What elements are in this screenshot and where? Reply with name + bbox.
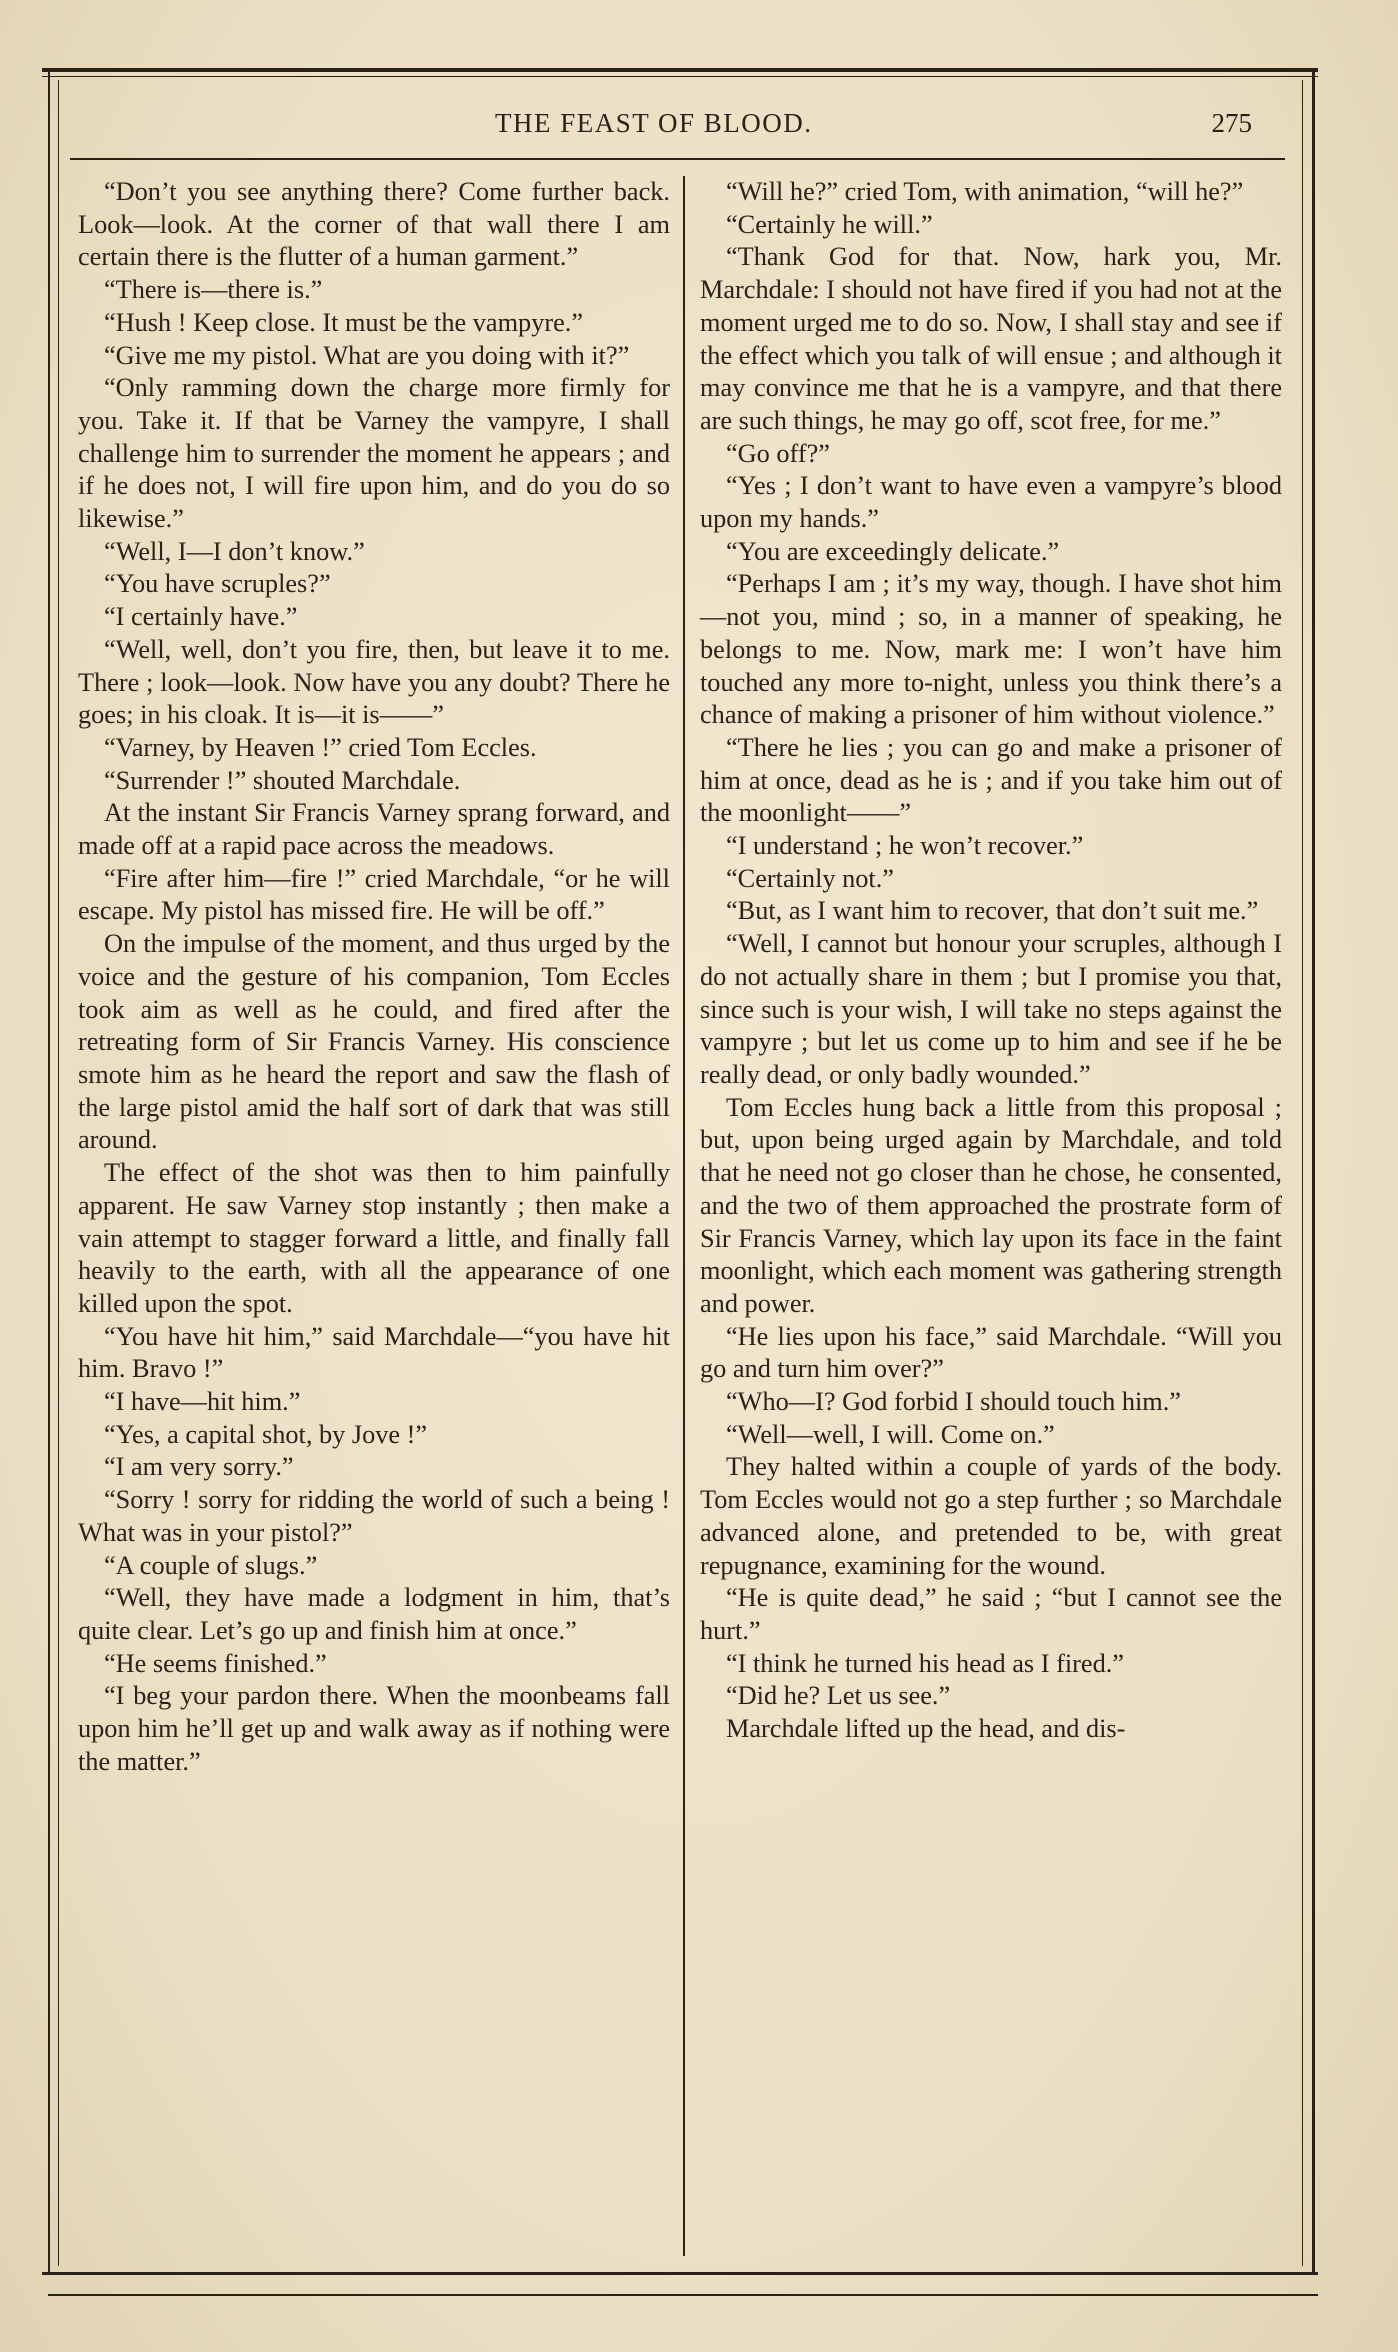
frame-rule-right-inner [1302,80,1303,2266]
paragraph: “Fire after him—fire !” cried Marchdale, “or he will escape. My pistol has missed fire. He will be off.” [78,863,670,926]
paragraph: “Certainly he will.” [726,209,933,239]
paragraph: “I think he turned his head as I fired.” [726,1648,1124,1678]
paragraph: “You are exceedingly delicate.” [726,536,1060,566]
paragraph: “Perhaps I am ; it’s my way, though. I have shot him—not you, mind ; so, in a manner of speaking, he belongs to me. Now, mark me: I won’t have him touched any more to-night, unless you think there’s a chance of making a prisoner of him without violence.” [700,569,1282,730]
paragraph: “Well, I—I don’t know.” [104,536,365,566]
paragraph: “Surrender !” shouted Marchdale. [104,765,461,795]
paragraph: The effect of the shot was then to him painfully apparent. He saw Varney stop instantly ; then make a vain attempt to stagger forward a little, and finally fall heavily to the earth, with all the appearance of one killed upon the spot. [78,1158,670,1318]
left-column [78,176,670,1778]
paragraph: “Go off?” [726,438,830,468]
paragraph: Marchdale lifted up the head, and dis- [726,1714,1126,1744]
paragraph: “He is quite dead,” he said ; “but I cannot see the hurt.” [700,1583,1282,1645]
paragraph: “Give me my pistol. What are you doing with it?” [104,340,630,370]
paragraph: “Certainly not.” [726,863,894,893]
paragraph: “Varney, by Heaven !” cried Tom Eccles. [104,732,537,762]
paragraph: “I understand ; he won’t recover.” [726,831,1084,861]
paragraph: “Yes ; I don’t want to have even a vampyre’s blood upon my hands.” [700,471,1282,534]
paragraph: “Who—I? God forbid I should touch him.” [726,1387,1181,1417]
paragraph: Tom Eccles hung back a little from this proposal ; but, upon being urged again by Marchdale, and told that he need not go closer than he chose, he consented, and the two of them approached the prostrate form of Sir Francis Varney, which lay upon its face in the faint moonlight, which each moment was gathering strength and power. [700,1092,1282,1318]
paragraph: “He seems finished.” [104,1648,327,1678]
right-column [700,176,1282,1746]
paragraph: “Sorry ! sorry for ridding the world of such a being ! What was in your pistol?” [78,1485,670,1547]
frame-rule-bottom [42,2272,1318,2275]
paragraph: “Only ramming down the charge more firmly for you. Take it. If that be Varney the vampyre, I shall challenge him to surrender the moment he appears ; and if he does not, I will fire upon him, and do you do so likewise.” [78,373,670,534]
paragraph: “I have—hit him.” [104,1387,301,1417]
paragraph: “Will he?” cried Tom, with animation, “will he?” [726,177,1244,206]
frame-rule-left-inner [58,80,59,2266]
frame-rule-bottom-thick [48,2294,1318,2296]
paragraph: “I beg your pardon there. When the moonbeams fall upon him he’ll get up and walk away as if nothing were the matter.” [78,1681,670,1776]
frame-rule-top [42,68,1318,72]
column-divider [683,176,685,2256]
frame-rule-left [48,72,50,2272]
paragraph: “But, as I want him to recover, that don’t suit me.” [726,896,1259,926]
page-header [80,108,1280,148]
paragraph: “Thank God for that. Now, hark you, Mr. Marchdale: I should not have fired if you had not at the moment urged me to do so. Now, I shall stay and see if the effect which you talk of will ensue ; and although it may convince me that he is a vampyre, and that there are such things, he may go off, scot free, for me.” [700,242,1283,435]
page-number: 275 [1211,108,1252,138]
paragraph: “Did he? Let us see.” [726,1681,951,1711]
paragraph: “Hush ! Keep close. It must be the vampyre.” [104,307,584,337]
paragraph: On the impulse of the moment, and thus urged by the voice and the gesture of his companion, Tom Eccles took aim as well as he could, and fired after the retreating form of Sir Francis Varney. His conscience smote him as he heard the report and saw the flash of the large pistol amid the half sort of dark that was still around. [78,929,670,1155]
paragraph: “There he lies ; you can go and make a prisoner of him at once, dead as he is ; and if you take him out of the moonlight——” [700,732,1282,828]
paragraph: At the instant Sir Francis Varney sprang forward, and made off at a rapid pace across the meadows. [78,798,670,861]
paragraph: They halted within a couple of yards of the body. Tom Eccles would not go a step further ; so Marchdale advanced alone, and pretended to be, with great repugnance, examining for the wound. [700,1452,1282,1580]
paragraph: “I am very sorry.” [104,1452,294,1482]
paragraph: “Well—well, I will. Come on.” [726,1419,1055,1449]
paragraph: “He lies upon his face,” said Marchdale. “Will you go and turn him over?” [700,1321,1282,1384]
paragraph: “You have scruples?” [104,569,331,599]
paragraph: “I certainly have.” [104,602,298,632]
paragraph: “Well, I cannot but honour your scruples, although I do not actually share in them ; but I promise you that, since such is your wish, I will take no steps against the vampyre ; but let us come up to him and see if he be really dead, or only badly wounded.” [700,929,1282,1089]
paragraph: “Well, they have made a lodgment in him, that’s quite clear. Let’s go up and finish him at once.” [78,1583,670,1645]
paragraph: “Well, well, don’t you fire, then, but leave it to me. There ; look—look. Now have you any doubt? There he goes; in his cloak. It is—it is——” [78,634,670,730]
frame-rule-top-thin [42,76,1318,77]
running-title: THE FEAST OF BLOOD. [495,108,813,138]
frame-rule-right [1312,72,1315,2272]
paragraph: “Don’t you see anything there? Come further back. Look—look. At the corner of that wall there I am certain there is the flutter of a human garment.” [78,177,670,272]
paragraph: “There is—there is.” [104,275,323,305]
paragraph: “A couple of slugs.” [104,1550,318,1580]
header-rule [70,158,1285,160]
paragraph: “You have hit him,” said Marchdale—“you have hit him. Bravo !” [78,1321,670,1384]
paragraph: “Yes, a capital shot, by Jove !” [104,1419,428,1449]
